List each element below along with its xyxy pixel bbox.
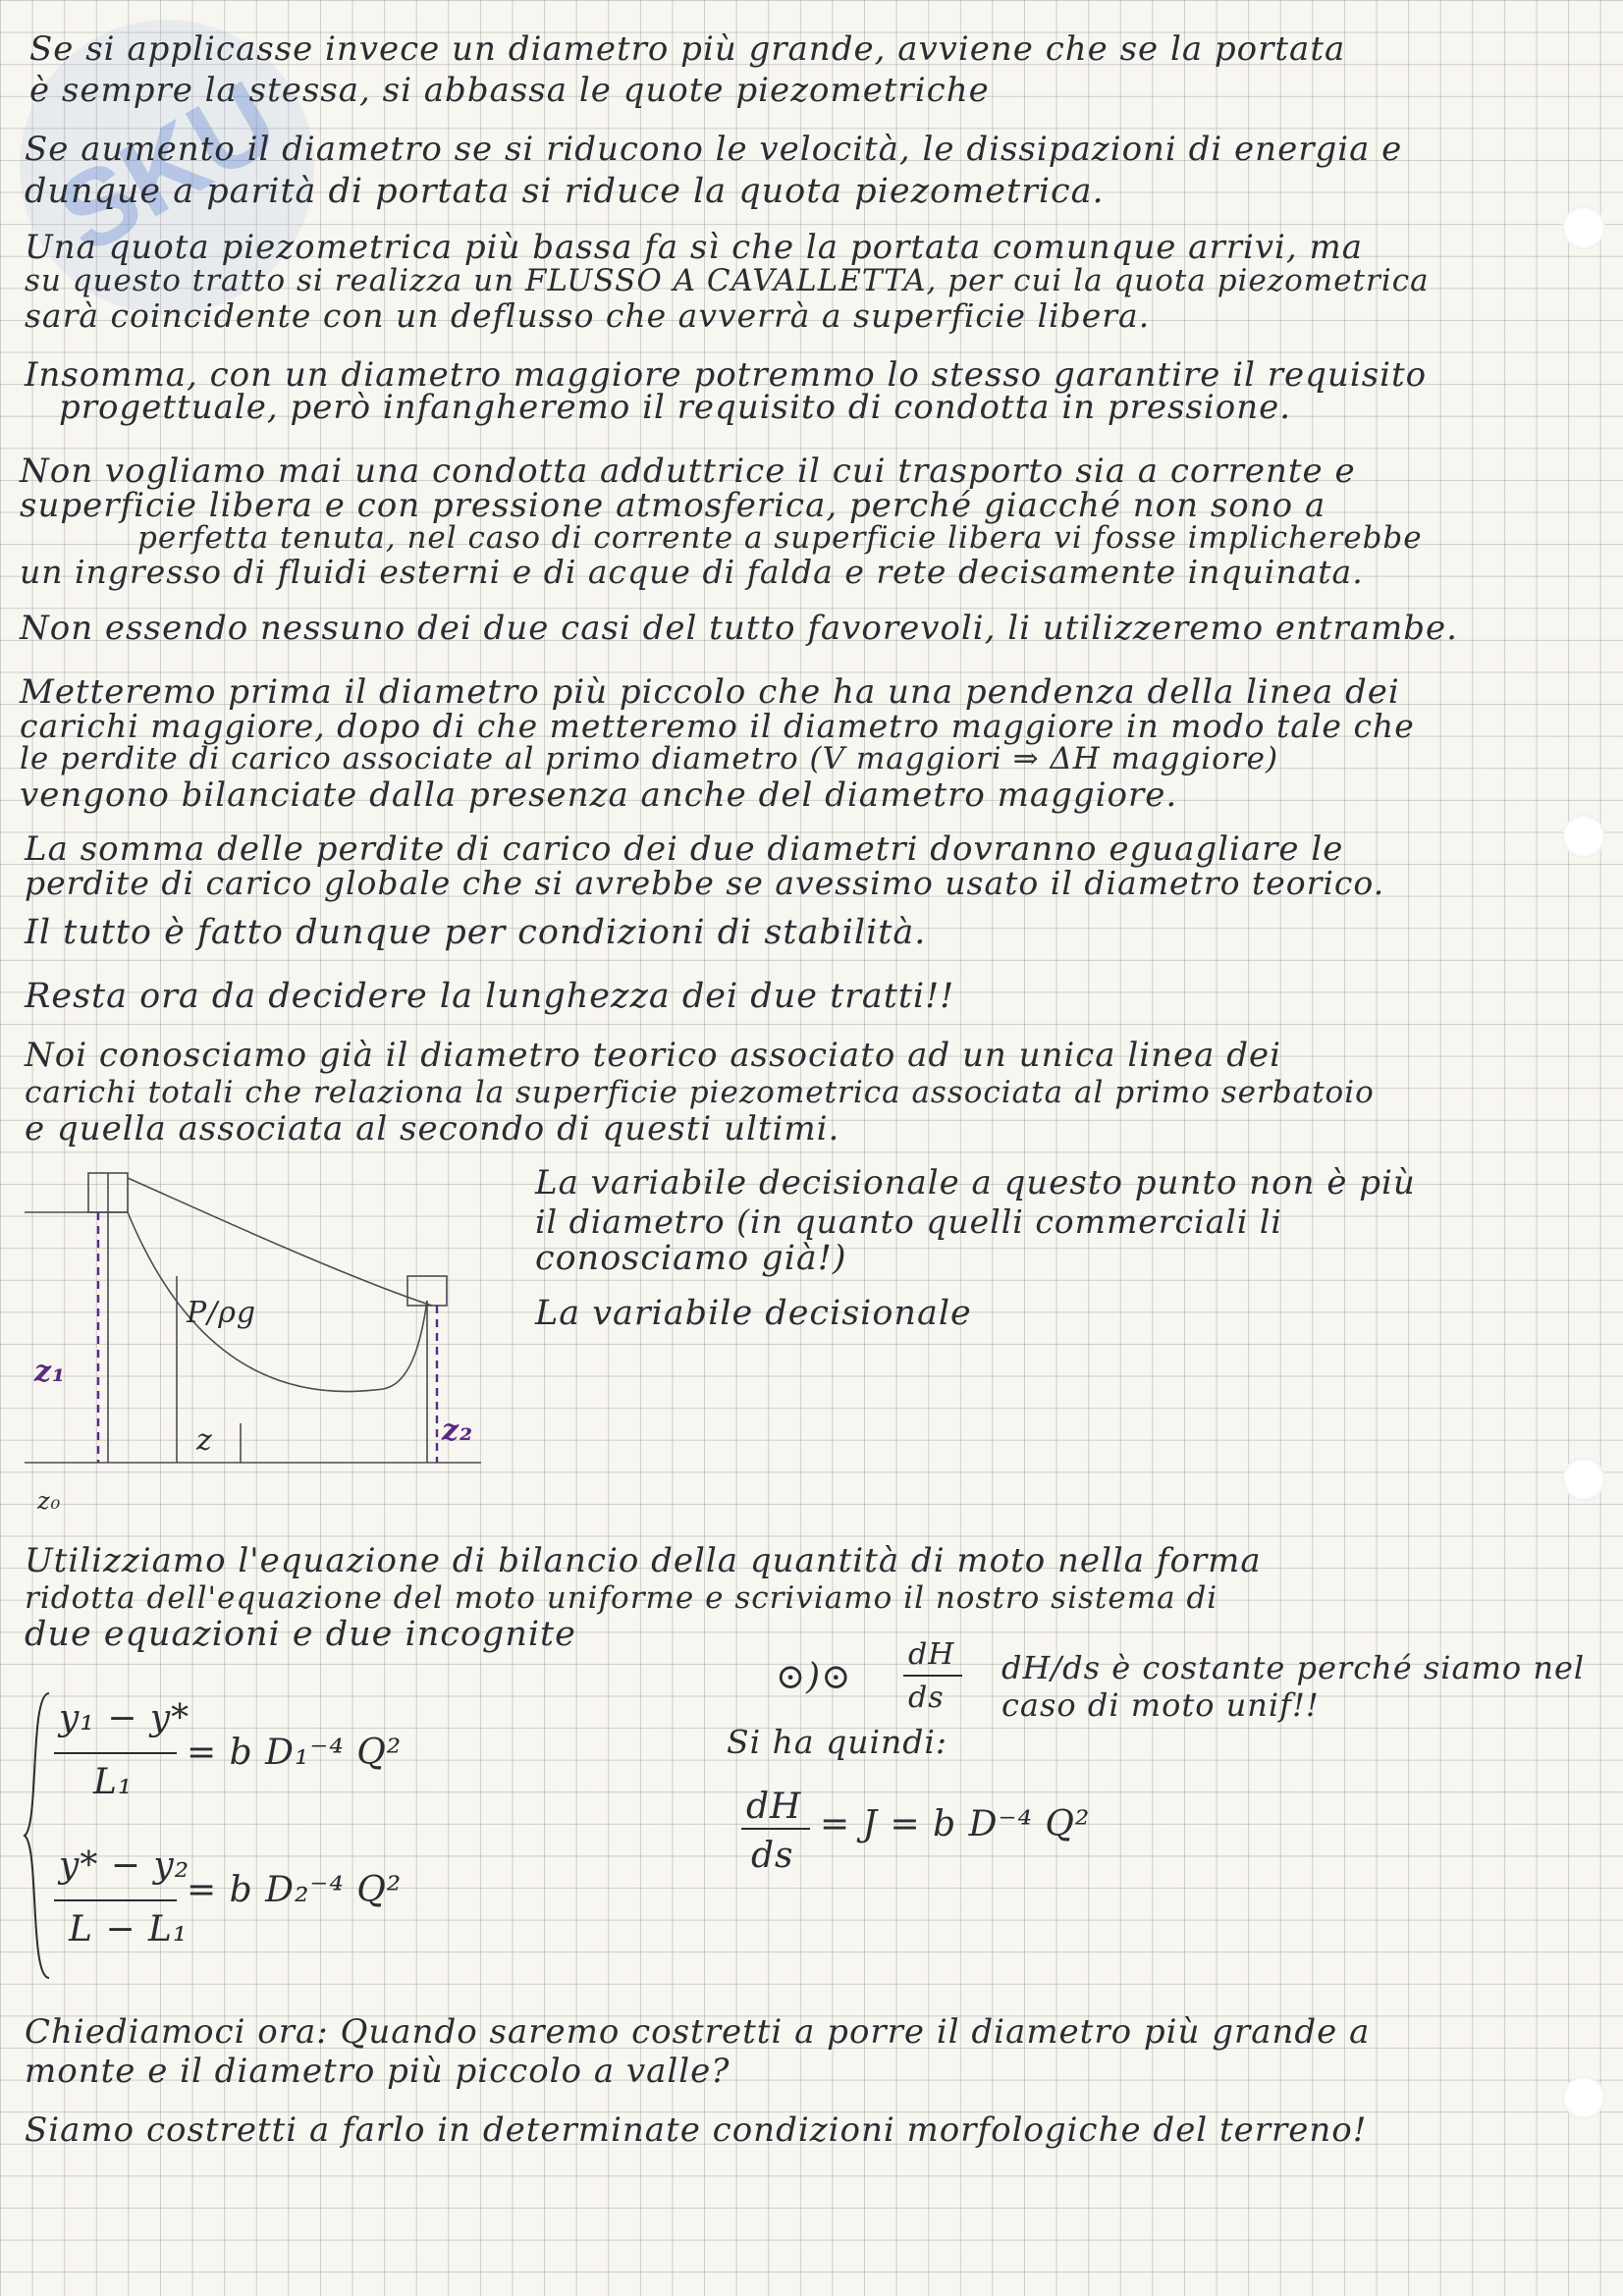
paragraph-line: e quella associata al secondo di questi ultimi.	[25, 1109, 840, 1148]
paragraph-line: vengono bilanciate dalla presenza anche del diametro maggiore.	[20, 775, 1178, 815]
eq2-denominator: L − L₁	[69, 1909, 189, 1949]
paragraph-line: carichi totali che relaziona la superficie piezometrica associata al primo serbatoio	[25, 1075, 1375, 1110]
paragraph-line: carichi maggiore, dopo di che metteremo il diametro maggiore in modo tale che	[20, 707, 1415, 745]
paragraph-line: ridotta dell'equazione del moto uniforme e scriviamo il nostro sistema di	[25, 1580, 1218, 1616]
paragraph-line: Non vogliamo mai una condotta adduttrice il cui trasporto sia a corrente e	[20, 452, 1356, 491]
paragraph-line: due equazioni e due incognite	[25, 1615, 576, 1654]
paragraph-line: dH/ds è costante perché siamo nel	[1001, 1649, 1586, 1686]
paragraph-line: Se si applicasse invece un diametro più grande, avviene che se la portata	[29, 29, 1346, 69]
eq1-rhs: = b D₁⁻⁴ Q²	[187, 1733, 403, 1773]
dh2-rhs: = J = b D⁻⁴ Q²	[820, 1804, 1091, 1844]
paragraph-line: è sempre la stessa, si abbassa le quote piezometriche	[29, 71, 990, 110]
paragraph-line: Non essendo nessuno dei due casi del tutto favorevoli, li utilizzeremo entrambe.	[20, 609, 1458, 648]
binder-hole	[1562, 1458, 1605, 1501]
eq1-numerator: y₁ − y*	[59, 1698, 190, 1738]
paragraph-line: il diametro (in quanto quelli commerciali li	[535, 1202, 1282, 1241]
paragraph-line: conosciamo già!)	[535, 1239, 847, 1278]
paragraph-line: La variabile decisionale a questo punto non è più	[535, 1163, 1416, 1202]
paragraph-line: sarà coincidente con un deflusso che avverrà a superficie libera.	[25, 296, 1151, 335]
datum-label: z₀	[37, 1487, 62, 1515]
paragraph-line: su questo tratto si realizza un FLUSSO A CAVALLETTA, per cui la quota piezometrica	[25, 263, 1430, 298]
binder-hole	[1562, 815, 1605, 858]
paragraph-line: Siamo costretti a farlo in determinate condizioni morfologiche del terreno!	[25, 2110, 1368, 2150]
dh-numerator: dH	[908, 1637, 955, 1672]
paragraph-line: Chiediamoci ora: Quando saremo costretti a porre il diametro più grande a	[25, 2012, 1371, 2052]
paragraph-line: Insomma, con un diametro maggiore potremmo lo stesso garantire il requisito	[25, 355, 1428, 395]
paragraph-line: Una quota piezometrica più bassa fa sì che la portata comunque arrivi, ma	[25, 228, 1364, 267]
paragraph-line: Metteremo prima il diametro più piccolo che ha una pendenza della linea dei	[20, 672, 1400, 712]
elevation-label: z	[196, 1423, 213, 1458]
paragraph-line: superficie libera e con pressione atmosferica, perché giacché non sono a	[20, 486, 1326, 525]
dh-denominator: ds	[908, 1681, 945, 1715]
binder-hole	[1562, 206, 1605, 249]
eq1-fraction-bar	[54, 1752, 177, 1754]
paragraph-line: monte e il diametro più piccolo a valle?	[25, 2052, 730, 2091]
eq2-numerator: y* − y₂	[59, 1845, 190, 1886]
z2-label: z₂	[442, 1414, 474, 1448]
dh2-numerator: dH	[746, 1787, 802, 1827]
paragraph-line: Resta ora da decidere la lunghezza dei due tratti!!	[25, 977, 955, 1016]
dh2-fraction-bar	[741, 1828, 810, 1830]
paragraph-line: Si ha quindi:	[727, 1723, 948, 1761]
binder-hole	[1562, 2076, 1605, 2119]
paragraph-line: progettuale, però infangheremo il requisito di condotta in pressione.	[59, 388, 1292, 427]
paragraph-line: Noi conosciamo già il diametro teorico associato ad un unica linea dei	[25, 1036, 1281, 1075]
paragraph-line: dunque a parità di portata si riduce la quota piezometrica.	[25, 172, 1105, 211]
z1-label: z₁	[34, 1355, 67, 1389]
paragraph-line: perfetta tenuta, nel caso di corrente a superficie libera vi fosse implicherebbe	[137, 520, 1423, 556]
eq1-denominator: L₁	[93, 1762, 134, 1802]
pressure-head-label: P/ρg	[187, 1296, 257, 1330]
paragraph-line: Utilizziamo l'equazione di bilancio della quantità di moto nella forma	[25, 1541, 1262, 1580]
paragraph-line: La variabile decisionale	[535, 1294, 972, 1333]
system-brace	[20, 1688, 59, 1983]
dh-fraction-bar	[903, 1675, 962, 1677]
paragraph-line: La somma delle perdite di carico dei due diametri dovranno eguagliare le	[25, 829, 1344, 869]
paragraph-line: caso di moto unif!!	[1001, 1686, 1320, 1724]
paragraph-line: Se aumento il diametro se si riducono le velocità, le dissipazioni di energia e	[25, 130, 1403, 169]
watermark-logo: SKU	[0, 0, 368, 368]
dh2-denominator: ds	[751, 1836, 794, 1876]
paragraph-line: un ingresso di fluidi esterni e di acque di falda e rete decisamente inquinata.	[20, 553, 1364, 591]
circled-note: ⊙)⊙	[776, 1657, 852, 1697]
paragraph-line: Il tutto è fatto dunque per condizioni di stabilità.	[25, 913, 927, 952]
paragraph-line: perdite di carico globale che si avrebbe se avessimo usato il diametro teorico.	[25, 864, 1385, 902]
eq2-rhs: = b D₂⁻⁴ Q²	[187, 1870, 403, 1910]
paragraph-line: le perdite di carico associate al primo diametro (V maggiori ⇒ ΔH maggiore)	[20, 741, 1279, 776]
eq2-fraction-bar	[54, 1899, 177, 1901]
